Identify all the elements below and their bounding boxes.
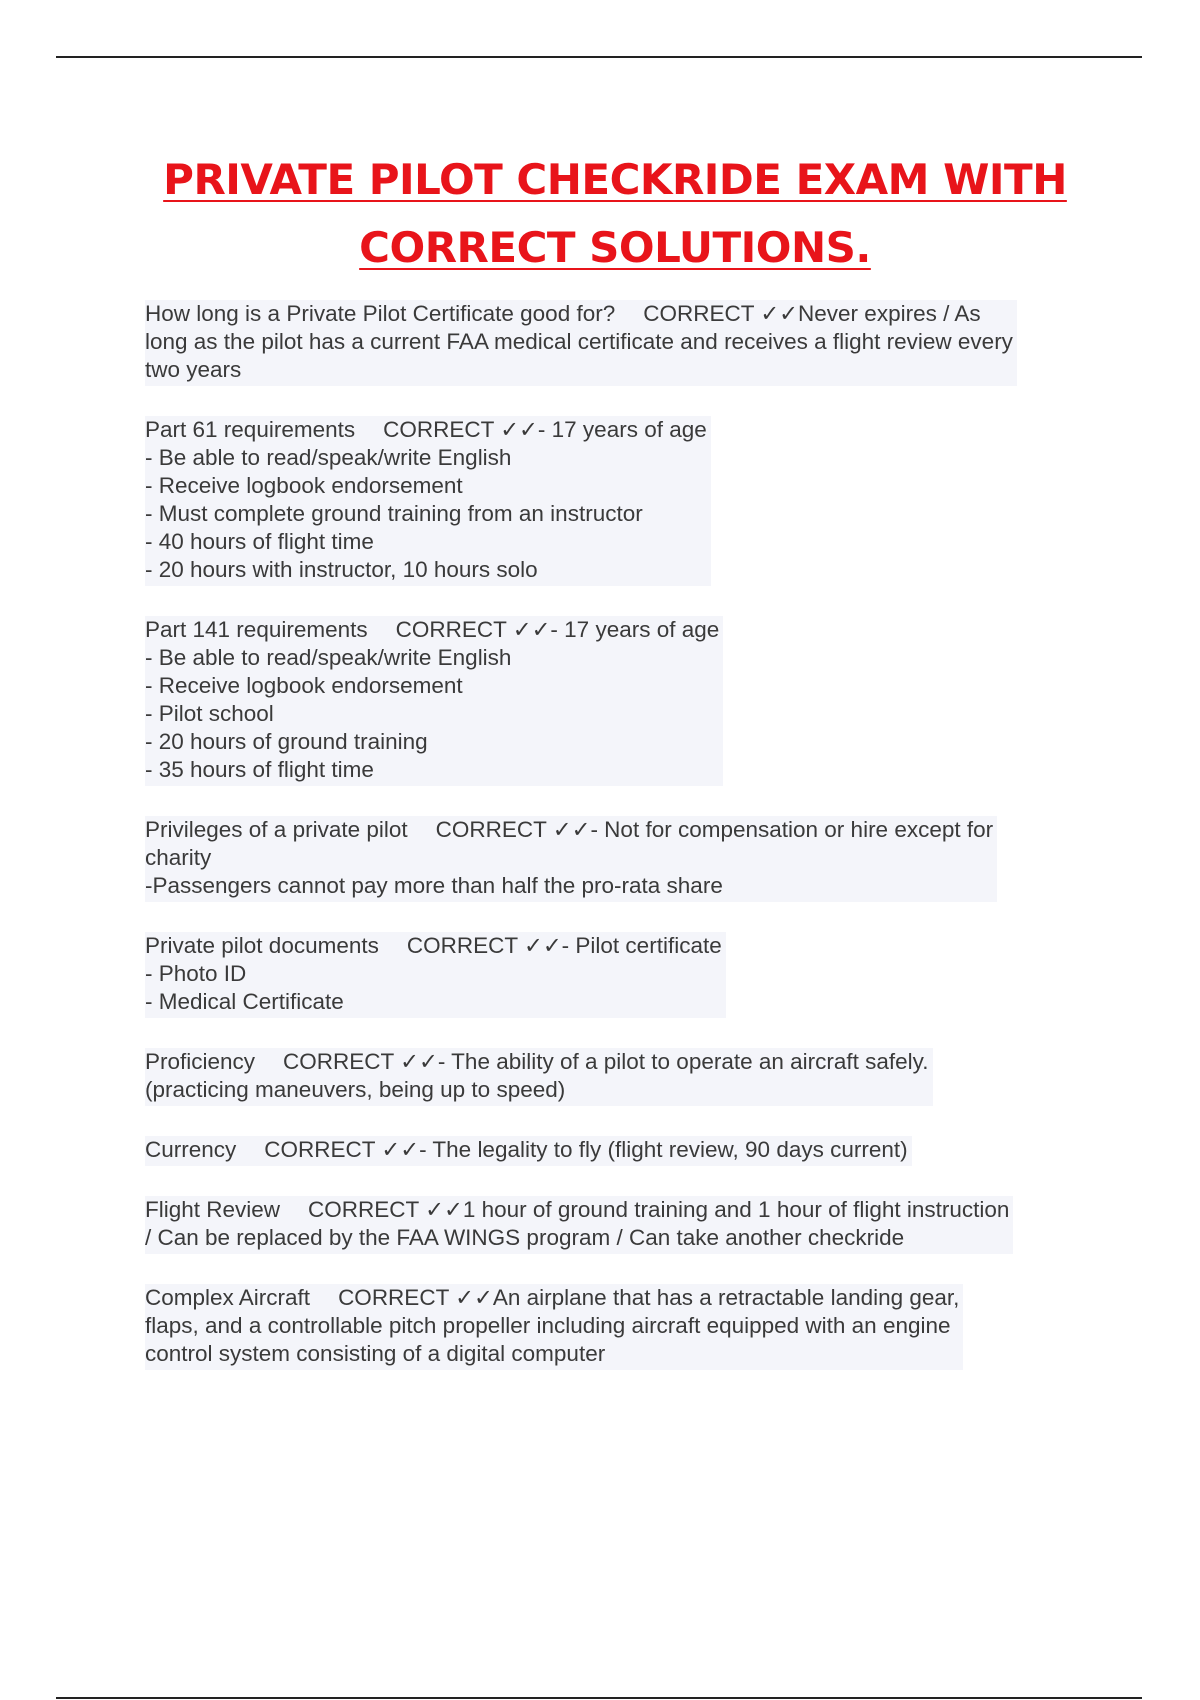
qa-first-line [145, 932, 722, 960]
answer-line: CORRECT ✓✓- 17 years of age [383, 417, 707, 442]
question-text: Complex Aircraft [145, 1285, 311, 1310]
question-text: Privileges of a private pilot [145, 817, 408, 842]
answer-line: CORRECT ✓✓- 17 years of age [395, 617, 720, 642]
answer-line: - Receive logbook endorsement [145, 673, 463, 698]
qa-block [145, 416, 711, 586]
qa-entry [145, 1284, 1095, 1370]
question-text: Part 61 requirements [145, 417, 356, 442]
qa-entry [145, 816, 1095, 902]
qa-entry [145, 416, 1095, 586]
qa-block [145, 1196, 1013, 1254]
qa-block [145, 1284, 963, 1370]
qa-entry [145, 1136, 1095, 1166]
answer-line: - Receive logbook endorsement [145, 473, 463, 498]
answer-line: CORRECT ✓✓An airplane that has a retractable landing gear, [338, 1285, 960, 1310]
answer-line: - 20 hours of ground training [145, 729, 428, 754]
qa-first-line [145, 816, 993, 844]
answer-line: - Must complete ground training from an instructor [145, 501, 643, 526]
title-line-2: CORRECT SOLUTIONS. [359, 223, 871, 272]
answer-line: charity [145, 845, 212, 870]
qa-entry [145, 616, 1095, 786]
qa-first-line [145, 1284, 959, 1312]
answer-line: long as the pilot has a current FAA medical certificate and receives a flight review every [145, 329, 1013, 354]
question-text: Proficiency [145, 1049, 256, 1074]
answer-line: / Can be replaced by the FAA WINGS program / Can take another checkride [145, 1225, 905, 1250]
qa-entry [145, 1048, 1095, 1106]
question-text: How long is a Private Pilot Certificate good for? [145, 301, 616, 326]
qa-first-line [145, 1196, 1009, 1224]
question-text: Part 141 requirements [145, 617, 368, 642]
answer-line: - Medical Certificate [145, 989, 344, 1014]
qa-block [145, 816, 997, 902]
qa-first-line [145, 1048, 929, 1076]
qa-block [145, 1136, 912, 1166]
answer-line: - 40 hours of flight time [145, 529, 374, 554]
answer-line: - Photo ID [145, 961, 247, 986]
question-text: Flight Review [145, 1197, 281, 1222]
page-title [120, 146, 1110, 282]
answer-line: - 20 hours with instructor, 10 hours solo [145, 557, 538, 582]
qa-first-line [145, 416, 707, 444]
answer-line: two years [145, 357, 242, 382]
answer-line: - Pilot school [145, 701, 274, 726]
question-text: Private pilot documents [145, 933, 379, 958]
answer-line: - Be able to read/speak/write English [145, 645, 512, 670]
answer-line: CORRECT ✓✓Never expires / As [643, 301, 981, 326]
answer-line: CORRECT ✓✓- Pilot certificate [406, 933, 722, 958]
qa-first-line [145, 616, 719, 644]
qa-entry [145, 300, 1095, 386]
answer-line: - 35 hours of flight time [145, 757, 374, 782]
qa-block [145, 1048, 933, 1106]
top-rule [56, 56, 1142, 58]
question-text: Currency [145, 1137, 237, 1162]
title-line-1: PRIVATE PILOT CHECKRIDE EXAM WITH [163, 155, 1067, 204]
qa-block [145, 300, 1017, 386]
qa-block [145, 616, 723, 786]
qa-entry [145, 932, 1095, 1018]
answer-line: CORRECT ✓✓1 hour of ground training and 1 hour of flight instruction [308, 1197, 1010, 1222]
qa-entry [145, 1196, 1095, 1254]
answer-line: flaps, and a controllable pitch propeller including aircraft equipped with an engine [145, 1313, 951, 1338]
qa-block [145, 932, 726, 1018]
qa-first-line [145, 1136, 908, 1164]
answer-line: control system consisting of a digital computer [145, 1341, 606, 1366]
bottom-rule [56, 1697, 1142, 1699]
qa-first-line [145, 300, 1013, 328]
answer-line: -Passengers cannot pay more than half the pro-rata share [145, 873, 723, 898]
answer-line: CORRECT ✓✓- Not for compensation or hire except for [435, 817, 994, 842]
answer-line: CORRECT ✓✓- The legality to fly (flight review, 90 days current) [264, 1137, 908, 1162]
answer-line: - Be able to read/speak/write English [145, 445, 512, 470]
answer-line: CORRECT ✓✓- The ability of a pilot to operate an aircraft safely. [283, 1049, 929, 1074]
qa-content [145, 300, 1095, 1400]
answer-line: (practicing maneuvers, being up to speed) [145, 1077, 566, 1102]
